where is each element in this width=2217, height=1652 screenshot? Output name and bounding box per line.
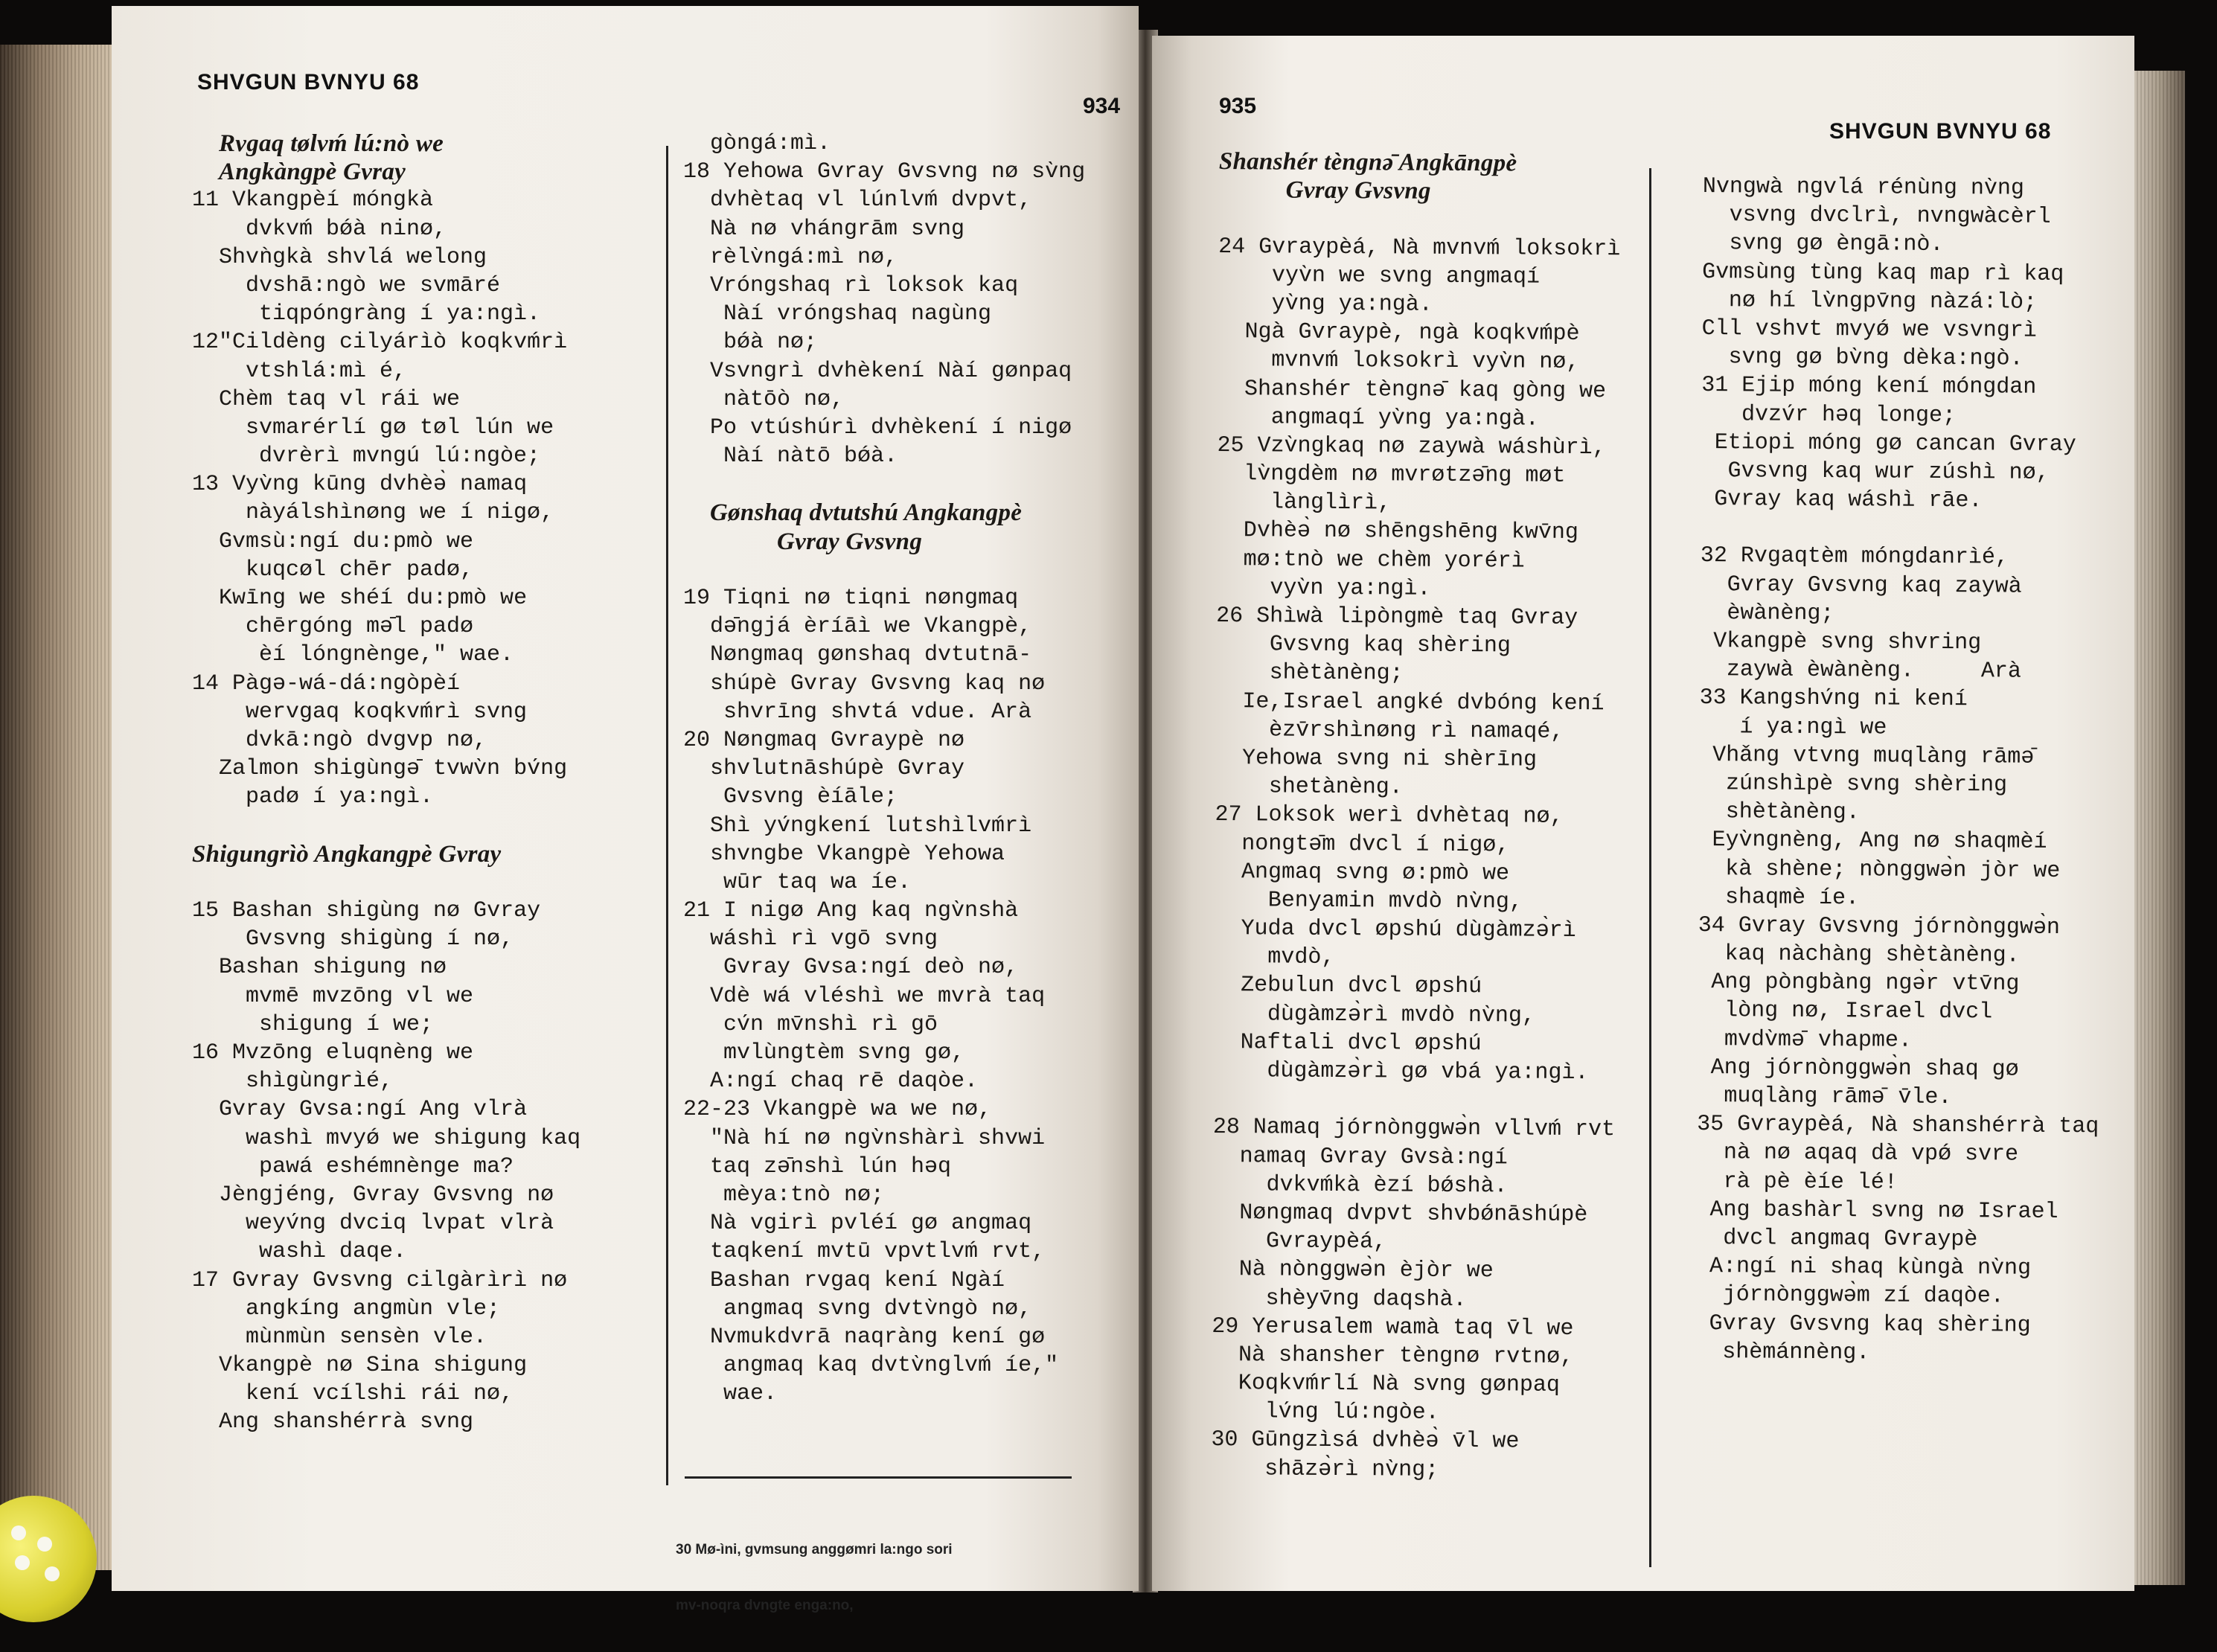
verse-line: namaq Gvray Gvsà:ngí xyxy=(1239,1143,1508,1171)
verse-line: A:ngí ni shaq kùngà nv̀ng xyxy=(1709,1254,2032,1281)
verse-line: dvzv́r hǝq longe; xyxy=(1741,401,1957,429)
verse-line: 26 Shìwà lipòngmè taq Gvray xyxy=(1216,603,1578,631)
verse-line: Gvmsù:ngí du:pmò we xyxy=(219,528,474,554)
verse-line: shìgùngrìé, xyxy=(246,1069,394,1095)
verse-line: 20 Nøngmaq Gvraypè nø xyxy=(683,727,965,753)
verse-line: mø:tnò we chèm yorérì xyxy=(1243,546,1525,574)
verse-line: Ang shanshérrà svng xyxy=(219,1409,474,1435)
verse-line: shigung í we; xyxy=(259,1011,434,1037)
spacer xyxy=(1213,1085,1615,1115)
verse-line: dvshā:ngò we svmāré xyxy=(246,272,501,298)
verse-line: 33 Kangshv́ng ni kení xyxy=(1699,685,1968,713)
verse-line: kaq nàchàng shètànèng. xyxy=(1724,941,2020,969)
verse-line: 25 Vzv̀ngkaq nø zaywà wáshùrì, xyxy=(1217,432,1606,461)
verse-line: wūr taq wa íe. xyxy=(723,869,912,895)
page-number-left: 934 xyxy=(1083,94,1121,118)
page-edge-right xyxy=(2133,71,2185,1585)
verse-line: mvdò, xyxy=(1267,944,1335,971)
verse-line: Vróngshaq rì loksok kaq xyxy=(710,272,1019,298)
verse-line: Shì yv́ngkení lutshìlvḿrì xyxy=(710,813,1032,839)
verse-line: Nà vgirì pvléí gø angmaq xyxy=(710,1211,1032,1237)
verse-line: Vsvngrì dvhèkení Nàí gønpaq xyxy=(710,358,1072,384)
verse-line: weyv́ng dvciq lvpat vlrà xyxy=(246,1211,554,1237)
verse-line: Gvray Gvsa:ngí deò nø, xyxy=(723,955,1019,981)
verse-line: Gvsvng kaq shèring xyxy=(1269,632,1511,659)
verse-line: kà shène; nònggwǝ̀n jòr we xyxy=(1725,856,2061,884)
verse-line: Ang pòngbàng ngǝ̀r vtv̄ng xyxy=(1711,970,2020,997)
verse-line: washì daqe. xyxy=(259,1239,407,1265)
verse-line: Gvray kaq wáshì rāe. xyxy=(1714,487,1983,514)
verse-line: lv̀ngdèm nø mvrøtzǝ̄ng møt xyxy=(1244,461,1566,489)
verse-line: lòng nø, Israel dvcl xyxy=(1724,998,1993,1025)
verse-line: Angmaq svng ø:pmò we xyxy=(1241,859,1510,887)
verse-line: Shanshér tèngnǝ̄ kaq gòng we xyxy=(1244,376,1607,404)
verse-line: shètànèng; xyxy=(1269,660,1404,687)
verse-line: dùgàmzǝ̀rì mvdò nv̀ng, xyxy=(1267,1002,1536,1029)
verse-line: vsvng dvclrì, nvngwàcèrl xyxy=(1729,202,2051,231)
verse-line: 22-23 Vkangpè wa we nø, xyxy=(683,1097,992,1123)
footnote-line: 30 Mø-ìni, gvmsung anggømri la:ngo sori xyxy=(676,1542,953,1557)
verse-line: Dvhèə̀ nø shēngshēng kwv̄ng xyxy=(1243,518,1579,546)
verse-line: shèyv̄ng daqshà. xyxy=(1265,1285,1467,1313)
verse-line: Gvray Gvsa:ngí Ang vlrà xyxy=(219,1097,528,1123)
verse-line: 34 Gvray Gvsvng jórnònggwǝ̀n xyxy=(1698,912,2061,941)
verse-line: Vkangpè nø Sina shigung xyxy=(219,1353,528,1379)
spacer xyxy=(683,470,1085,499)
verse-line: nàtōò nø, xyxy=(723,386,845,412)
verse-line: shetànèng. xyxy=(1268,774,1403,801)
verse-line: dùgàmzǝ̀rì gø vbá ya:ngì. xyxy=(1267,1058,1589,1086)
verse-line: Ang jórnònggwǝ̀n shaq gø xyxy=(1710,1054,2019,1083)
verse-line: angmaqí yv̀ng ya:ngà. xyxy=(1270,405,1539,432)
verse-line: Koqkvḿrlí Nà svng gønpaq xyxy=(1238,1371,1561,1398)
section-heading: Shanshér tèngnǝ̄ Angkāngpè xyxy=(1218,147,1517,177)
verse-line: mvdv̀mǝ̄ vhapme. xyxy=(1724,1026,1913,1054)
verse-line: zaywà èwànèng. Arà xyxy=(1726,657,2022,685)
section-heading: Gvray Gvsvng xyxy=(777,528,923,555)
verse-line: 13 Vyv̀ng kūng dvhèə̀ namaq xyxy=(192,472,528,498)
verse-line: Zalmon shigùngǝ̄ tvwv̀n bv́ng xyxy=(219,756,568,782)
spacer xyxy=(192,812,580,840)
running-header-right: SHVGUN BVNYU 68 xyxy=(1829,119,2052,144)
verse-line: shèmánnèng. xyxy=(1722,1339,1870,1366)
verse-line: 21 I nigø Ang kaq ngv̀nshà xyxy=(683,898,1019,924)
verse-line: Bashan shigung nø xyxy=(219,955,447,981)
left-column-1 xyxy=(192,129,580,1437)
verse-line: Gvsvng èíāle; xyxy=(723,784,898,810)
verse-line: yv̀ng ya:ngà. xyxy=(1271,291,1433,318)
verse-line: dvhètaq vl lúnlvḿ dvpvt, xyxy=(710,188,1032,214)
verse-line: Gvsvng shigùng í nø, xyxy=(246,926,514,953)
verse-line: mvlùngtèm svng gø, xyxy=(723,1040,965,1066)
verse-line: èí lóngnènge," wae. xyxy=(259,642,514,668)
section-heading: Shigungrìò Angkangpè Gvray xyxy=(192,840,502,868)
verse-line: nø hí lv̀ngpv̄ng nàzá:lò; xyxy=(1728,287,2038,316)
page-edge-left xyxy=(0,45,112,1570)
right-column-1 xyxy=(1211,147,1621,1485)
verse-line: rà pè èíe lé! xyxy=(1723,1168,1898,1196)
verse-line: svng gø bv̀ng dèka:ngò. xyxy=(1728,345,2024,372)
verse-line: pawá eshémnènge ma? xyxy=(259,1153,514,1179)
section-heading: Gvray Gvsvng xyxy=(1285,176,1431,205)
verse-line: Nøngmaq dvpvt shvbǿnāshúpè xyxy=(1239,1200,1588,1228)
verse-line: Gvray Gvsvng kaq shèring xyxy=(1709,1310,2031,1339)
verse-line: angmaq svng dvtv̀ngò nø, xyxy=(723,1296,1032,1322)
verse-line: "Nà hí nø ngv̀nshàrì shvwi xyxy=(710,1125,1046,1151)
running-header-left: SHVGUN BVNYU 68 xyxy=(197,70,420,95)
verse-line: Yehowa svng ni shèrīng xyxy=(1241,746,1538,773)
verse-line: 18 Yehowa Gvray Gvsvng nø sv̀ng xyxy=(683,159,1086,185)
verse-line: 15 Bashan shigùng nø Gvray xyxy=(192,898,541,924)
verse-line: èwànèng; xyxy=(1727,601,1834,627)
verse-line: bǿà nø; xyxy=(723,330,818,356)
verse-line: Nàí nàtō bǿà. xyxy=(723,444,898,470)
verse-line: 27 Loksok werì dvhètaq nø, xyxy=(1215,802,1564,830)
verse-line: Zebulun dvcl øpshú xyxy=(1241,973,1482,1000)
verse-line: A:ngí chaq rē daqòe. xyxy=(710,1069,979,1095)
verse-line: tiqpóngràng í ya:ngì. xyxy=(259,301,541,327)
verse-line: Gvray Gvsvng kaq zaywà xyxy=(1727,572,2022,600)
verse-line: Naftali dvcl øpshú xyxy=(1240,1030,1482,1057)
verse-line: angkíng angmùn vle; xyxy=(246,1296,501,1322)
verse-line: shvlutnāshúpè Gvray xyxy=(710,756,965,782)
verse-line: Kwīng we shéí du:pmò we xyxy=(219,586,528,611)
verse-line: vyv̀n ya:ngì. xyxy=(1270,575,1431,602)
column-rule-left xyxy=(666,146,668,1485)
verse-line: 17 Gvray Gvsvng cilgàrìrì nø xyxy=(192,1267,568,1293)
verse-line: padø í ya:ngì. xyxy=(246,784,434,810)
verse-line: dǝ̄ngjá èríāì we Vkangpè, xyxy=(710,614,1032,640)
verse-line: mvmē mvzōng vl we xyxy=(246,983,474,1009)
spacer xyxy=(192,868,580,897)
verse-line: Ang bashàrl svng nø Israel xyxy=(1709,1197,2058,1225)
verse-line: 11 Vkangpèí móngkà xyxy=(192,188,434,214)
verse-line: vyv̀n we svng angmaqí xyxy=(1271,263,1541,290)
verse-line: jórnònggwǝ̀m zí daqòe. xyxy=(1722,1282,2004,1310)
verse-line: 19 Tiqni nø tiqni nøngmaq xyxy=(683,586,1019,611)
verse-line: Yuda dvcl øpshú dùgàmzǝ̀rì xyxy=(1241,916,1576,944)
section-heading: Gønshaq dvtutshú Angkangpè xyxy=(710,499,1023,527)
right-page xyxy=(1152,36,2134,1591)
verse-line: Gvsvng kaq wur zúshì nø, xyxy=(1727,458,2050,486)
left-column-2 xyxy=(683,129,1085,1408)
verse-line: 14 Pàgǝ-wá-dá:ngòpèí xyxy=(192,670,461,697)
spacer xyxy=(1701,513,2102,544)
verse-line: Nàí vróngshaq nagùng xyxy=(723,301,992,327)
verse-line: Nøngmaq gønshaq dvtutnā- xyxy=(710,642,1032,668)
verse-line: shāzǝ̀rì nv̀ng; xyxy=(1264,1456,1439,1483)
verse-line: dvkā:ngò dvgvp nø, xyxy=(246,727,487,753)
verse-line: dvkvḿ bǿà ninø, xyxy=(246,216,447,242)
verse-line: rèlv̀ngá:mì nø, xyxy=(710,244,898,270)
verse-line: Gvmsùng tùng kaq map rì kaq xyxy=(1702,259,2064,287)
verse-line: Nà nø vhángrām svng xyxy=(710,216,965,242)
verse-line: svmarérlí gø tøl lún we xyxy=(246,414,554,441)
verse-line: Cll vshvt mvyǿ we vsvngrì xyxy=(1701,316,2037,344)
verse-line: Nà nònggwǝ̀n èjòr we xyxy=(1238,1257,1494,1284)
verse-line: 30 Gūngzìsá dvhèə̀ v̄l we xyxy=(1211,1427,1520,1455)
verse-line: mùnmùn sensèn vle. xyxy=(246,1324,487,1350)
verse-line: kuqcøl chēr padø, xyxy=(246,557,474,583)
verse-line: Etiopi móng gø cancan Gvray xyxy=(1714,429,2076,458)
verse-line: angmaq kaq dvtv̀nglvḿ íe," xyxy=(723,1353,1059,1379)
section-heading: Rvgaq tølvḿ lú:nò we xyxy=(219,130,444,157)
verse-line: 32 Rvgaqtèm móngdanrìé, xyxy=(1700,543,2009,571)
verse-line: nongtǝ̄m dvcl í nigø, xyxy=(1241,830,1510,858)
verse-line: èzv̄rshìnøng rì namaqé, xyxy=(1269,717,1564,745)
verse-line: mèya:tnò nø; xyxy=(723,1182,885,1208)
verse-line: wáshì rì vgō svng xyxy=(710,926,938,953)
verse-line: svng gø èngā:nò. xyxy=(1729,231,1944,258)
verse-line: Jèngjéng, Gvray Gvsvng nø xyxy=(219,1182,554,1208)
section-heading: Angkàngpè Gvray xyxy=(219,159,406,186)
column-rule-right xyxy=(1649,168,1651,1567)
verse-line: Vdè wá vléshì we mvrà taq xyxy=(710,983,1046,1009)
verse-line: Ie,Israel angké dvbóng kení xyxy=(1242,688,1605,717)
verse-line: mvnvḿ loksokrì vyv̀n nø, xyxy=(1271,348,1580,376)
verse-line: wervgaq koqkvḿrì svng xyxy=(246,699,528,725)
verse-line: taq zǝ̄nshì lún hǝq xyxy=(710,1153,952,1179)
verse-line: Nvngwà ngvlá rénùng nv̀ng xyxy=(1702,173,2025,202)
verse-line: 12"Cildèng cilyárìò koqkvḿrì xyxy=(192,330,568,356)
verse-line: 31 Ejip móng kení móngdan xyxy=(1701,373,2037,401)
verse-line: lànglìrì, xyxy=(1270,490,1392,516)
verse-line: chērgóng mǝ̄l padø xyxy=(246,614,474,640)
verse-line: Po vtúshúrì dvhèkení í nigø xyxy=(710,414,1072,441)
verse-line: gòngá:mì. xyxy=(710,131,831,156)
verse-line: Vhǎng vtvng muqlàng rāmǝ̄ xyxy=(1712,742,2035,770)
verse-line: Ngà Gvraypè, ngà koqkvḿpè xyxy=(1244,319,1580,348)
verse-line: shúpè Gvray Gvsvng kaq nø xyxy=(710,670,1046,697)
spacer xyxy=(683,556,1085,584)
verse-line: Bashan rvgaq kení Ngàí xyxy=(710,1267,1005,1293)
verse-line: 24 Gvraypèá, Nà mvnvḿ loksokrì xyxy=(1218,234,1621,262)
verse-line: muqlàng rāmǝ̄ v̄le. xyxy=(1724,1083,1952,1111)
verse-line: zúnshìpè svng shèring xyxy=(1725,771,2008,798)
verse-line: í ya:ngì we xyxy=(1739,714,1887,741)
footnote-line: mv-noqra dvngte enga:no, xyxy=(676,1598,854,1613)
verse-line: Vkangpè svng shvring xyxy=(1713,629,1982,656)
verse-line: Nà shansher tèngnø rvtnø, xyxy=(1238,1342,1574,1370)
verse-line: washì mvyǿ we shigung kaq xyxy=(246,1125,581,1151)
spacer xyxy=(1218,204,1620,234)
verse-line: shvngbe Vkangpè Yehowa xyxy=(710,841,1005,867)
verse-line: dvkvḿkà èzí bǿshà. xyxy=(1266,1172,1508,1200)
verse-line: kení vcílshi rái nø, xyxy=(246,1381,514,1407)
verse-line: Gvraypèá, xyxy=(1265,1229,1387,1255)
footnote xyxy=(676,1503,953,1652)
verse-line: 35 Gvraypèá, Nà shanshérrà taq xyxy=(1697,1112,2099,1140)
verse-line: 28 Namaq jórnònggwǝ̀n vllvḿ rvt xyxy=(1212,1115,1616,1143)
verse-line: nà nø aqaq dà vpǿ svre xyxy=(1723,1140,2019,1168)
verse-line: dvrèrì mvngú lú:ngòe; xyxy=(259,444,541,470)
verse-line: taqkení mvtū vpvtlvḿ rvt, xyxy=(710,1239,1046,1265)
page-number-right: 935 xyxy=(1219,94,1257,118)
right-column-2 xyxy=(1695,173,2105,1368)
verse-line: cv́n mv̄nshì rì gō xyxy=(723,1011,938,1037)
verse-line: Chèm taq vl rái we xyxy=(219,386,461,412)
verse-line: dvcl angmaq Gvraypè xyxy=(1723,1226,1978,1253)
verse-line: nàyálshìnøng we í nigø, xyxy=(246,500,554,526)
verse-line: 16 Mvzōng eluqnèng we xyxy=(192,1040,474,1066)
verse-line: Benyamin mvdò nv̀ng, xyxy=(1267,888,1523,915)
verse-line: shvrīng shvtá vdue. Arà xyxy=(723,699,1032,725)
verse-line: 29 Yerusalem wamà taq v̄l we xyxy=(1212,1313,1574,1342)
verse-line: shètànèng. xyxy=(1725,799,1860,826)
verse-line: shaqmè íe. xyxy=(1724,884,1860,911)
verse-line: vtshlá:mì é, xyxy=(246,358,407,384)
verse-line: lv́ng lú:ngòe. xyxy=(1264,1399,1439,1427)
footnote-rule xyxy=(685,1476,1072,1479)
verse-line: Shvǹgkà shvlá welong xyxy=(219,244,487,270)
left-page xyxy=(112,6,1139,1613)
verse-line: Nvmukdvrā naqràng kení gø xyxy=(710,1324,1046,1350)
verse-line: Eyv̀ngnèng, Ang nø shaqmèí xyxy=(1712,827,2047,856)
verse-line: wae. xyxy=(723,1381,778,1407)
